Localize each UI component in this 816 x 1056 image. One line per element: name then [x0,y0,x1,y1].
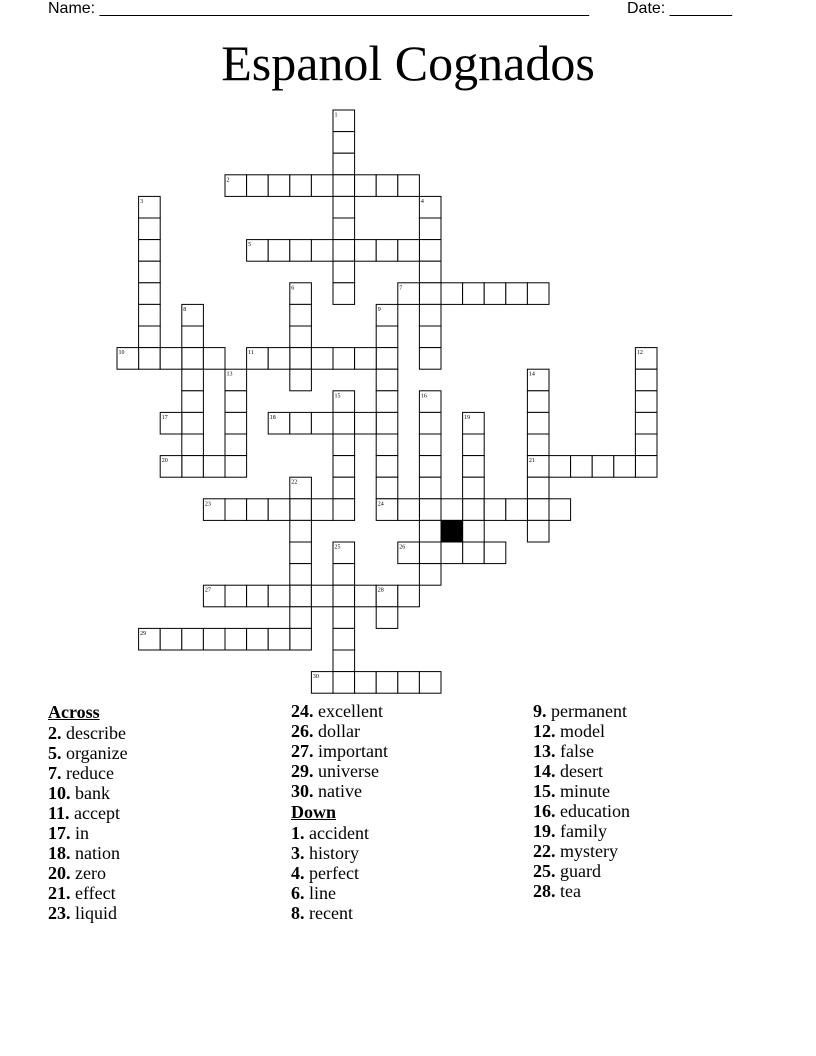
page-title: Espanol Cognados [221,35,595,91]
clue-text: tea [555,881,581,901]
cell-number: 23 [204,501,211,508]
grid-cell[interactable] [290,369,312,391]
grid-cell[interactable] [419,456,441,478]
grid-cell[interactable] [527,391,549,413]
grid-cell[interactable] [333,477,355,499]
clue-number: 1. [291,823,305,843]
cell-number: 1 [334,112,338,119]
cell-number: 15 [334,393,341,400]
grid-cell[interactable] [333,240,355,262]
across-clue [48,903,128,923]
grid-cell[interactable] [333,650,355,672]
grid-cell[interactable] [225,628,247,650]
clue-text: guard [555,861,601,881]
grid-cell[interactable] [247,175,269,197]
clue-text: in [70,823,90,843]
down-heading: Down [291,802,337,822]
across-clue [48,823,128,843]
clue-number: 19. [533,821,556,841]
grid-cell[interactable] [160,628,182,650]
grid-cell[interactable] [484,283,506,305]
clue-text: organize [61,743,128,763]
cell-number: 26 [399,544,406,551]
grid-cell[interactable] [376,477,398,499]
grid-cell[interactable] [635,456,657,478]
grid-cell[interactable] [441,542,463,564]
down-clue [533,881,630,901]
grid-cell[interactable] [290,304,312,326]
grid-cell[interactable] [419,434,441,456]
clue-number: 15. [533,781,556,801]
across-clue [291,721,388,741]
cell-number: 20 [161,458,168,465]
grid-cell[interactable] [376,240,398,262]
grid-cell[interactable] [182,348,204,370]
grid-cell[interactable] [376,412,398,434]
grid-cell[interactable] [268,585,290,607]
grid-cell[interactable] [290,542,312,564]
clue-text: nation [70,843,120,863]
grid-cell[interactable] [355,240,377,262]
grid-cell[interactable] [333,628,355,650]
cell-number: 10 [118,350,125,357]
grid-cell[interactable] [182,628,204,650]
clue-number: 8. [291,903,305,923]
clue-text: model [555,721,605,741]
clue-text: history [304,843,360,863]
grid-cell[interactable] [333,564,355,586]
clue-number: 7. [48,763,62,783]
down-clue [533,781,630,801]
down-clue [533,841,630,861]
clue-number: 2. [48,723,62,743]
down-clue [533,801,630,821]
grid-cell[interactable] [290,326,312,348]
across-clue [48,863,128,883]
cell-number: 5 [248,242,252,249]
grid-cell[interactable] [614,456,636,478]
grid-cell[interactable] [463,477,485,499]
clue-number: 21. [48,883,71,903]
clue-number: 27. [291,741,314,761]
grid-cell[interactable] [376,175,398,197]
cell-number: 24 [377,501,384,508]
across-clue [48,743,128,763]
clue-text: minute [555,781,610,801]
grid-cell[interactable] [333,585,355,607]
clue-number: 30. [291,781,314,801]
grid-cell[interactable] [225,391,247,413]
grid-cell[interactable] [333,261,355,283]
clue-column-2 [291,701,388,923]
clue-number: 11. [48,803,70,823]
grid-cell[interactable] [182,391,204,413]
grid-cell[interactable] [635,369,657,391]
grid-cell[interactable] [376,434,398,456]
clue-text: excellent [313,701,383,721]
clue-text: permanent [546,701,627,721]
grid-cell[interactable] [355,672,377,694]
cell-number: 27 [204,587,211,594]
down-clue [291,883,388,903]
grid-cell[interactable] [333,434,355,456]
grid-cell[interactable] [376,391,398,413]
grid-cell[interactable] [139,304,161,326]
clue-text: important [313,741,388,761]
across-clue [291,741,388,761]
clue-number: 3. [291,843,305,863]
clue-number: 20. [48,863,71,883]
grid-cell[interactable] [506,499,528,521]
grid-cell[interactable] [527,412,549,434]
cell-number: 12 [636,350,643,357]
clue-number: 13. [533,741,556,761]
grid-cell[interactable] [225,412,247,434]
clue-text: desert [555,761,603,781]
down-clue [533,821,630,841]
grid-cell[interactable] [376,607,398,629]
cell-number: 17 [161,414,168,421]
grid-cell[interactable] [333,672,355,694]
clue-text: universe [313,761,379,781]
grid-cell[interactable] [355,175,377,197]
clue-text: describe [61,723,126,743]
clue-number: 14. [533,761,556,781]
clue-number: 22. [533,841,556,861]
across-clue [48,763,128,783]
cell-number: 25 [334,544,341,551]
grid-cell[interactable] [376,348,398,370]
grid-cell[interactable] [182,434,204,456]
grid-cell[interactable] [268,175,290,197]
cell-number: 8 [183,306,187,313]
grid-cell[interactable] [203,456,225,478]
grid-cell[interactable] [182,412,204,434]
grid-cell[interactable] [355,348,377,370]
grid-cell[interactable] [290,240,312,262]
grid-cell[interactable] [463,520,485,542]
grid-cell[interactable] [463,434,485,456]
grid-cell[interactable] [463,499,485,521]
grid-cell[interactable] [311,240,333,262]
grid-cell[interactable] [225,434,247,456]
cell-number: 16 [420,393,427,400]
grid-cell[interactable] [333,607,355,629]
grid-cell[interactable] [398,672,420,694]
grid-cell[interactable] [182,369,204,391]
clue-text: accept [69,803,120,823]
across-clue [48,803,128,823]
down-clue [291,823,388,843]
grid-cell[interactable] [333,175,355,197]
cell-number: 11 [248,350,254,357]
grid-cell[interactable] [527,520,549,542]
grid-cell[interactable] [333,153,355,175]
grid-cell[interactable] [333,132,355,154]
clue-text: recent [304,903,353,923]
across-clue [291,701,388,721]
grid-cell[interactable] [419,326,441,348]
grid-cell[interactable] [203,348,225,370]
cell-number: 6 [291,285,295,292]
cell-number: 21 [528,458,535,465]
grid-cell[interactable] [139,218,161,240]
grid-cell[interactable] [376,456,398,478]
grid-cell[interactable] [225,499,247,521]
grid-cell[interactable] [376,672,398,694]
clue-column-1 [48,701,128,923]
clue-number: 9. [533,701,547,721]
grid-cell[interactable] [290,520,312,542]
grid-cell[interactable] [419,477,441,499]
across-heading: Across [48,702,100,722]
grid-cell[interactable] [333,412,355,434]
grid-cell[interactable] [419,499,441,521]
clue-text: line [304,883,336,903]
across-clue [48,883,128,903]
grid-cell[interactable] [203,628,225,650]
cell-number: 2 [226,177,230,184]
cell-number: 13 [226,371,233,378]
grid-cell[interactable] [419,412,441,434]
grid-cell[interactable] [463,283,485,305]
grid-cell[interactable] [376,369,398,391]
cell-number: 7 [399,285,403,292]
grid-cell[interactable] [398,585,420,607]
grid-cell[interactable] [139,326,161,348]
grid-cell[interactable] [419,261,441,283]
clue-number: 5. [48,743,62,763]
grid-cell[interactable] [139,348,161,370]
grid-cell[interactable] [268,499,290,521]
down-clue [533,701,630,721]
down-clue [291,843,388,863]
grid-cell[interactable] [139,283,161,305]
down-clue [291,903,388,923]
cell-number: 29 [140,630,147,637]
clue-text: perfect [304,863,359,883]
clue-number: 18. [48,843,71,863]
grid-cell[interactable] [355,585,377,607]
clue-text: reduce [61,763,114,783]
cell-number: 4 [420,198,424,205]
clue-number: 10. [48,783,71,803]
grid-cell[interactable] [290,348,312,370]
clue-text: effect [70,883,116,903]
grid-cell[interactable] [549,456,571,478]
across-clue [291,781,388,801]
name-field[interactable]: Name: _______________________________________________________ [48,0,589,17]
grid-cell[interactable] [419,240,441,262]
grid-cell[interactable] [268,348,290,370]
grid-cell[interactable] [441,283,463,305]
grid-cell[interactable] [376,326,398,348]
black-cell [441,520,463,542]
clue-text: dollar [313,721,360,741]
grid-cell[interactable] [182,456,204,478]
down-clue [291,863,388,883]
cell-number: 14 [528,371,535,378]
grid-cell[interactable] [635,412,657,434]
grid-cell[interactable] [139,261,161,283]
grid-cell[interactable] [527,477,549,499]
clue-text: mystery [555,841,618,861]
clue-number: 25. [533,861,556,881]
grid-cell[interactable] [311,499,333,521]
grid-cell[interactable] [290,412,312,434]
grid-cell[interactable] [506,283,528,305]
grid-cell[interactable] [398,240,420,262]
clue-number: 4. [291,863,305,883]
clue-number: 16. [533,801,556,821]
grid-cell[interactable] [419,218,441,240]
grid-cell[interactable] [463,456,485,478]
clue-column-3 [533,701,630,901]
grid-cell[interactable] [419,564,441,586]
clue-text: native [313,781,362,801]
across-clue [291,761,388,781]
cell-number: 9 [377,306,381,313]
grid-cell[interactable] [333,196,355,218]
grid-cell[interactable] [355,412,377,434]
grid-cell[interactable] [225,456,247,478]
grid-cell[interactable] [290,628,312,650]
grid-cell[interactable] [225,585,247,607]
grid-cell[interactable] [333,456,355,478]
cell-number: 18 [269,414,276,421]
down-clue [533,721,630,741]
cell-number: 19 [464,414,471,421]
grid-cell[interactable] [592,456,614,478]
grid-cell[interactable] [290,607,312,629]
clue-text: education [555,801,630,821]
grid-cell[interactable] [463,542,485,564]
grid-cell[interactable] [311,412,333,434]
grid-cell[interactable] [290,585,312,607]
cell-number: 3 [140,198,144,205]
cell-number: 22 [291,479,298,486]
grid-cell[interactable] [311,585,333,607]
grid-cell[interactable] [290,175,312,197]
clue-number: 26. [291,721,314,741]
grid-cell[interactable] [333,283,355,305]
grid-cell[interactable] [182,326,204,348]
across-clue [48,783,128,803]
cell-number: 30 [312,674,319,681]
cell-number: 28 [377,587,384,594]
grid-cell[interactable] [419,348,441,370]
clue-text: zero [70,863,106,883]
date-field[interactable]: Date: _______ [627,0,732,17]
grid-cell[interactable] [139,240,161,262]
clue-number: 12. [533,721,556,741]
grid-cell[interactable] [311,348,333,370]
grid-cell[interactable] [419,542,441,564]
grid-cell[interactable] [419,304,441,326]
grid-cell[interactable] [247,499,269,521]
grid-cell[interactable] [333,348,355,370]
grid-cell[interactable] [290,499,312,521]
clue-text: family [555,821,607,841]
grid-cell[interactable] [311,175,333,197]
down-clue [533,741,630,761]
grid-cell[interactable] [247,585,269,607]
grid-cell[interactable] [333,218,355,240]
clue-text: liquid [70,903,118,923]
grid-cell[interactable] [441,499,463,521]
across-clue [48,723,128,743]
across-clue [48,843,128,863]
grid-cell[interactable] [290,564,312,586]
grid-cell[interactable] [527,283,549,305]
grid-cell[interactable] [549,499,571,521]
grid-cell[interactable] [635,391,657,413]
grid-cell[interactable] [268,628,290,650]
clue-text: accident [304,823,369,843]
grid-cell[interactable] [419,672,441,694]
grid-cell[interactable] [484,499,506,521]
clue-number: 24. [291,701,314,721]
clue-number: 6. [291,883,305,903]
grid-cell[interactable] [635,434,657,456]
down-clue [533,761,630,781]
grid-cell[interactable] [247,628,269,650]
grid-cell[interactable] [160,348,182,370]
clue-number: 29. [291,761,314,781]
grid-cell[interactable] [527,499,549,521]
grid-cell[interactable] [398,175,420,197]
clue-number: 23. [48,903,71,923]
grid-cell[interactable] [571,456,593,478]
grid-cell[interactable] [419,283,441,305]
grid-cell[interactable] [268,240,290,262]
down-clue [533,861,630,881]
clue-text: false [555,741,594,761]
grid-cell[interactable] [484,542,506,564]
grid-cell[interactable] [333,499,355,521]
grid-cell[interactable] [527,434,549,456]
grid-cell[interactable] [398,499,420,521]
clue-number: 17. [48,823,71,843]
clue-text: bank [70,783,110,803]
grid-cell[interactable] [419,520,441,542]
clue-number: 28. [533,881,556,901]
